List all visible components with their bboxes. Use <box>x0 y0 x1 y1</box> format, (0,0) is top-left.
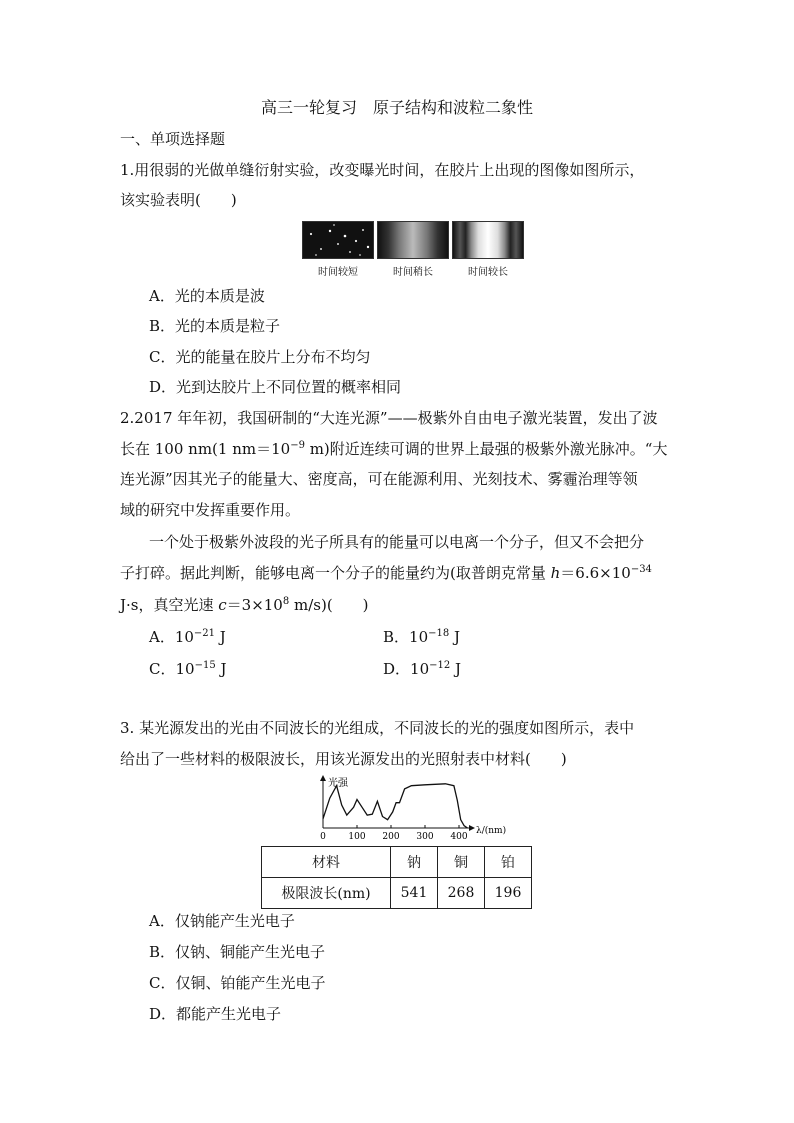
x-tick-label: 400 <box>450 832 468 842</box>
q3-option-a: A．仅钠能产生光电子 <box>149 912 295 930</box>
q3-line-1: 3. 某光源发出的光由不同波长的光组成，不同波长的光的强度如图所示，表中 <box>120 719 635 737</box>
q1-stem-line-2: 该实验表明( ) <box>120 191 237 209</box>
table-header-cell: 铜 <box>438 847 485 878</box>
table-cell: 196 <box>485 878 532 909</box>
film-caption-long: 时间较长 <box>468 267 508 278</box>
y-axis-arrow <box>320 775 326 781</box>
x-axis-arrow <box>469 825 475 831</box>
q2-option-b: B．$10^{-18}$ J <box>383 628 461 646</box>
table-cell: 541 <box>391 878 438 909</box>
film-caption-short: 时间较短 <box>318 267 358 278</box>
table-header-cell: 材料 <box>262 847 391 878</box>
intensity-curve <box>323 784 468 828</box>
table-cell: 268 <box>438 878 485 909</box>
x-tick-label: 300 <box>416 832 434 842</box>
q2-line-4: 域的研究中发挥重要作用。 <box>120 501 301 519</box>
film-strip-short <box>302 221 374 259</box>
table-cell: 极限波长(nm) <box>262 878 391 909</box>
table-header-cell: 钠 <box>391 847 438 878</box>
q2-line-6: 子打碎。据此判断，能够电离一个分子的能量约为(取普朗克常量 $h=6.6\times 10^{-34}$ <box>120 564 652 582</box>
intensity-spectrum-chart <box>300 772 520 842</box>
table-row <box>262 878 532 909</box>
page-title: 高三一轮复习 原子结构和波粒二象性 <box>260 98 533 117</box>
x-axis-label: λ/(nm) <box>476 826 507 836</box>
x-tick-label: 200 <box>382 832 400 842</box>
q1-stem-line-1: 1.用很弱的光做单缝衍射实验，改变曝光时间，在胶片上出现的图像如图所示， <box>120 161 645 179</box>
table-header-row <box>262 847 532 878</box>
table-header-cell: 铂 <box>485 847 532 878</box>
q3-option-d: D．都能产生光电子 <box>149 1005 282 1023</box>
materials-table <box>261 846 532 909</box>
section-heading: 一、单项选择题 <box>120 130 226 148</box>
q1-option-c: C．光的能量在胶片上分布不均匀 <box>149 348 371 366</box>
q2-line-1: 2.2017 年年初，我国研制的“大连光源”——极紫外自由电子激光装置，发出了波 <box>120 409 658 427</box>
q2-line-7: J·s，真空光速 $c=3\times 10^8$ m/s)( ) <box>120 596 369 614</box>
q1-option-b: B．光的本质是粒子 <box>149 317 281 335</box>
q2-line-3: 连光源”因其光子的能量大、密度高，可在能源利用、光刻技术、雾霾治理等领 <box>120 470 638 488</box>
q2-line-5: 一个处于极紫外波段的光子所具有的能量可以电离一个分子，但又不会把分 <box>149 533 645 551</box>
film-strip-medium <box>377 221 449 259</box>
film-strip-long <box>452 221 524 259</box>
q2-option-c: C．$10^{-15}$ J <box>149 660 227 678</box>
q3-option-b: B．仅钠、铜能产生光电子 <box>149 943 326 961</box>
film-caption-medium: 时间稍长 <box>393 267 433 278</box>
q3-line-2: 给出了一些材料的极限波长，用该光源发出的光照射表中材料( ) <box>120 750 567 768</box>
q1-option-a: A．光的本质是波 <box>149 287 265 305</box>
y-axis-label: 光强 <box>328 778 348 789</box>
q2-option-a: A．$10^{-21}$ J <box>149 628 226 646</box>
q3-option-c: C．仅铜、铂能产生光电子 <box>149 974 326 992</box>
x-tick-label: 0 <box>320 832 326 842</box>
q2-option-d: D．$10^{-12}$ J <box>383 660 462 678</box>
q1-option-d: D．光到达胶片上不同位置的概率相同 <box>149 378 402 396</box>
q2-line-2: 长在 100 nm(1 $nm=10^{-9}$ m)附近连续可调的世界上最强的极紫外激光脉冲。“大 <box>120 440 668 458</box>
x-tick-label: 100 <box>348 832 366 842</box>
